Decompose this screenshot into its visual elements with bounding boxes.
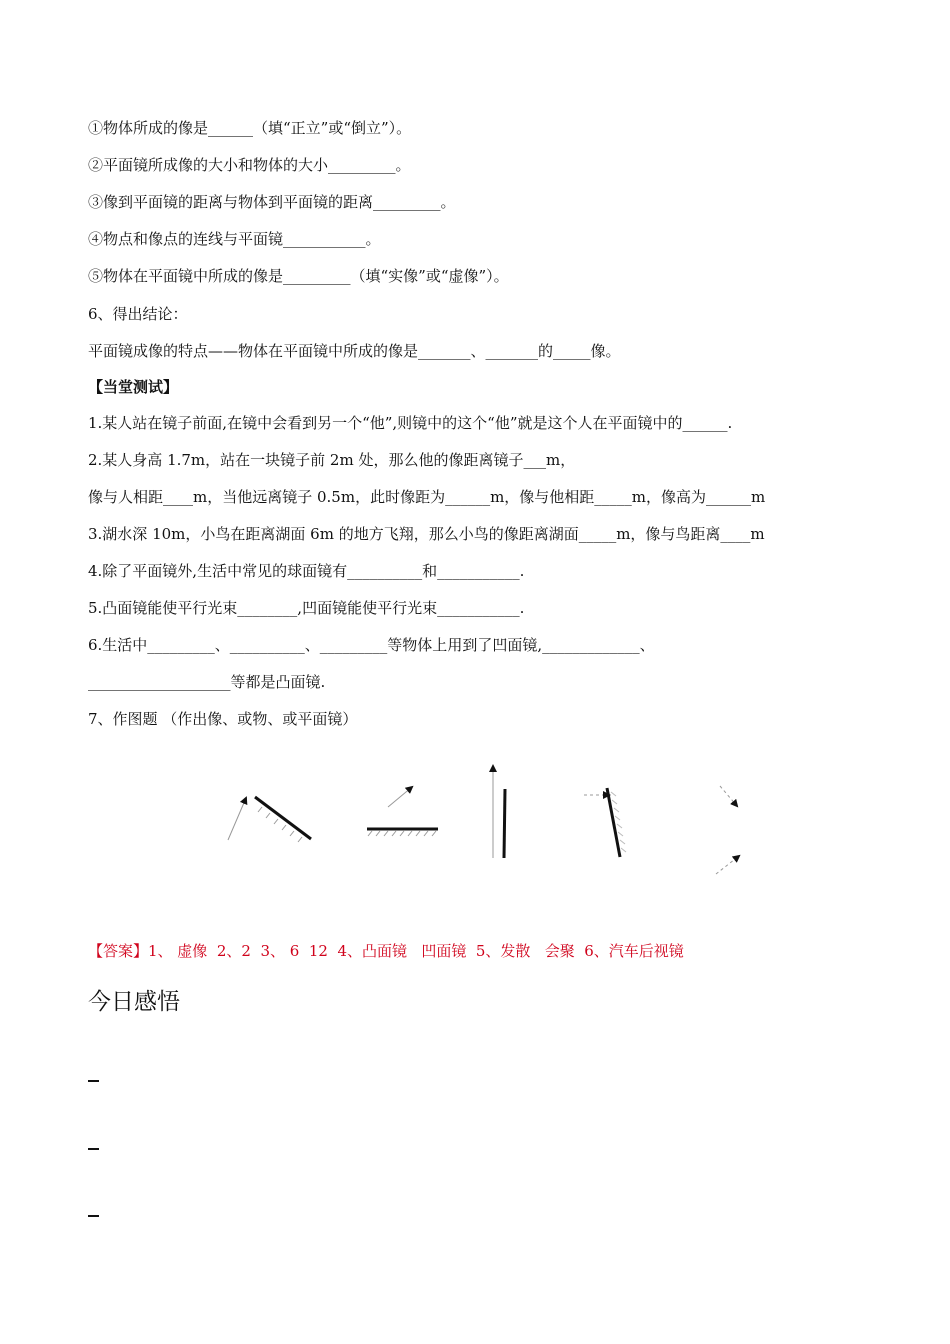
section-title: 【当堂测试】 bbox=[88, 378, 179, 396]
notes-line-2[interactable] bbox=[88, 1148, 99, 1150]
question-2-part-a: 2.某人身高 1.7m，站在一块镜子前 2m 处，那么他的像距离镜子___m， bbox=[88, 451, 576, 469]
notes-line-1[interactable] bbox=[88, 1080, 99, 1082]
item-3-image-distance: ③像到平面镜的距离与物体到平面镜的距离_________。 bbox=[88, 193, 456, 211]
question-6-part-b: ___________________等都是凸面镜. bbox=[88, 673, 326, 691]
answer-key: 【答案】1、 虚像 2、2 3、 6 12 4、凸面镜 凹面镜 5、发散 会聚 6、汽车后视镜 bbox=[88, 942, 684, 960]
figure-2-horizontal-mirror bbox=[367, 787, 438, 836]
item-1-image-orientation: ①物体所成的像是______（填“正立”或“倒立”）。 bbox=[88, 119, 412, 137]
question-4: 4.除了平面镜外,生活中常见的球面镜有__________和___________. bbox=[88, 562, 525, 580]
item-2-image-size: ②平面镜所成像的大小和物体的大小_________。 bbox=[88, 156, 411, 174]
item-4-connecting-line: ④物点和像点的连线与平面镜___________。 bbox=[88, 230, 381, 248]
notes-line-3[interactable] bbox=[88, 1215, 99, 1217]
question-3: 3.湖水深 10m，小鸟在距离湖面 6m 的地方飞翔，那么小鸟的像距离湖面_____m，像与鸟距离____m bbox=[88, 525, 765, 543]
question-6-part-a: 6.生活中_________、__________、_________等物体上用到了凹面镜,_____________、 bbox=[88, 636, 655, 654]
figure-4-tilted-mirror bbox=[584, 788, 626, 857]
question-2-part-b: 像与人相距____m，当他远离镜子 0.5m，此时像距为______m，像与他相距_____m，像高为______m bbox=[88, 488, 766, 506]
question-7: 7、作图题 （作出像、或物、或平面镜） bbox=[88, 710, 358, 728]
reflection-heading: 今日感悟 bbox=[88, 989, 180, 1015]
question-5: 5.凸面镜能使平行光束________,凹面镜能使平行光束___________. bbox=[88, 599, 525, 617]
figure-1-slanted-mirror bbox=[228, 797, 311, 842]
item-5-real-or-virtual: ⑤物体在平面镜中所成的像是_________（填“实像”或“虚像”）。 bbox=[88, 267, 509, 285]
conclusion-text: 平面镜成像的特点——物体在平面镜中所成的像是_______、_______的_____像。 bbox=[88, 342, 621, 360]
figure-5-incident-and-reflected-rays bbox=[716, 786, 739, 874]
conclusion-label: 6、得出结论： bbox=[88, 305, 188, 323]
question-1: 1.某人站在镜子前面,在镜中会看到另一个“他”,则镜中的这个“他”就是这个人在平面镜中的______. bbox=[88, 414, 733, 432]
figure-3-vertical-mirror bbox=[493, 766, 505, 858]
mirror-drawing-figures bbox=[0, 750, 950, 890]
